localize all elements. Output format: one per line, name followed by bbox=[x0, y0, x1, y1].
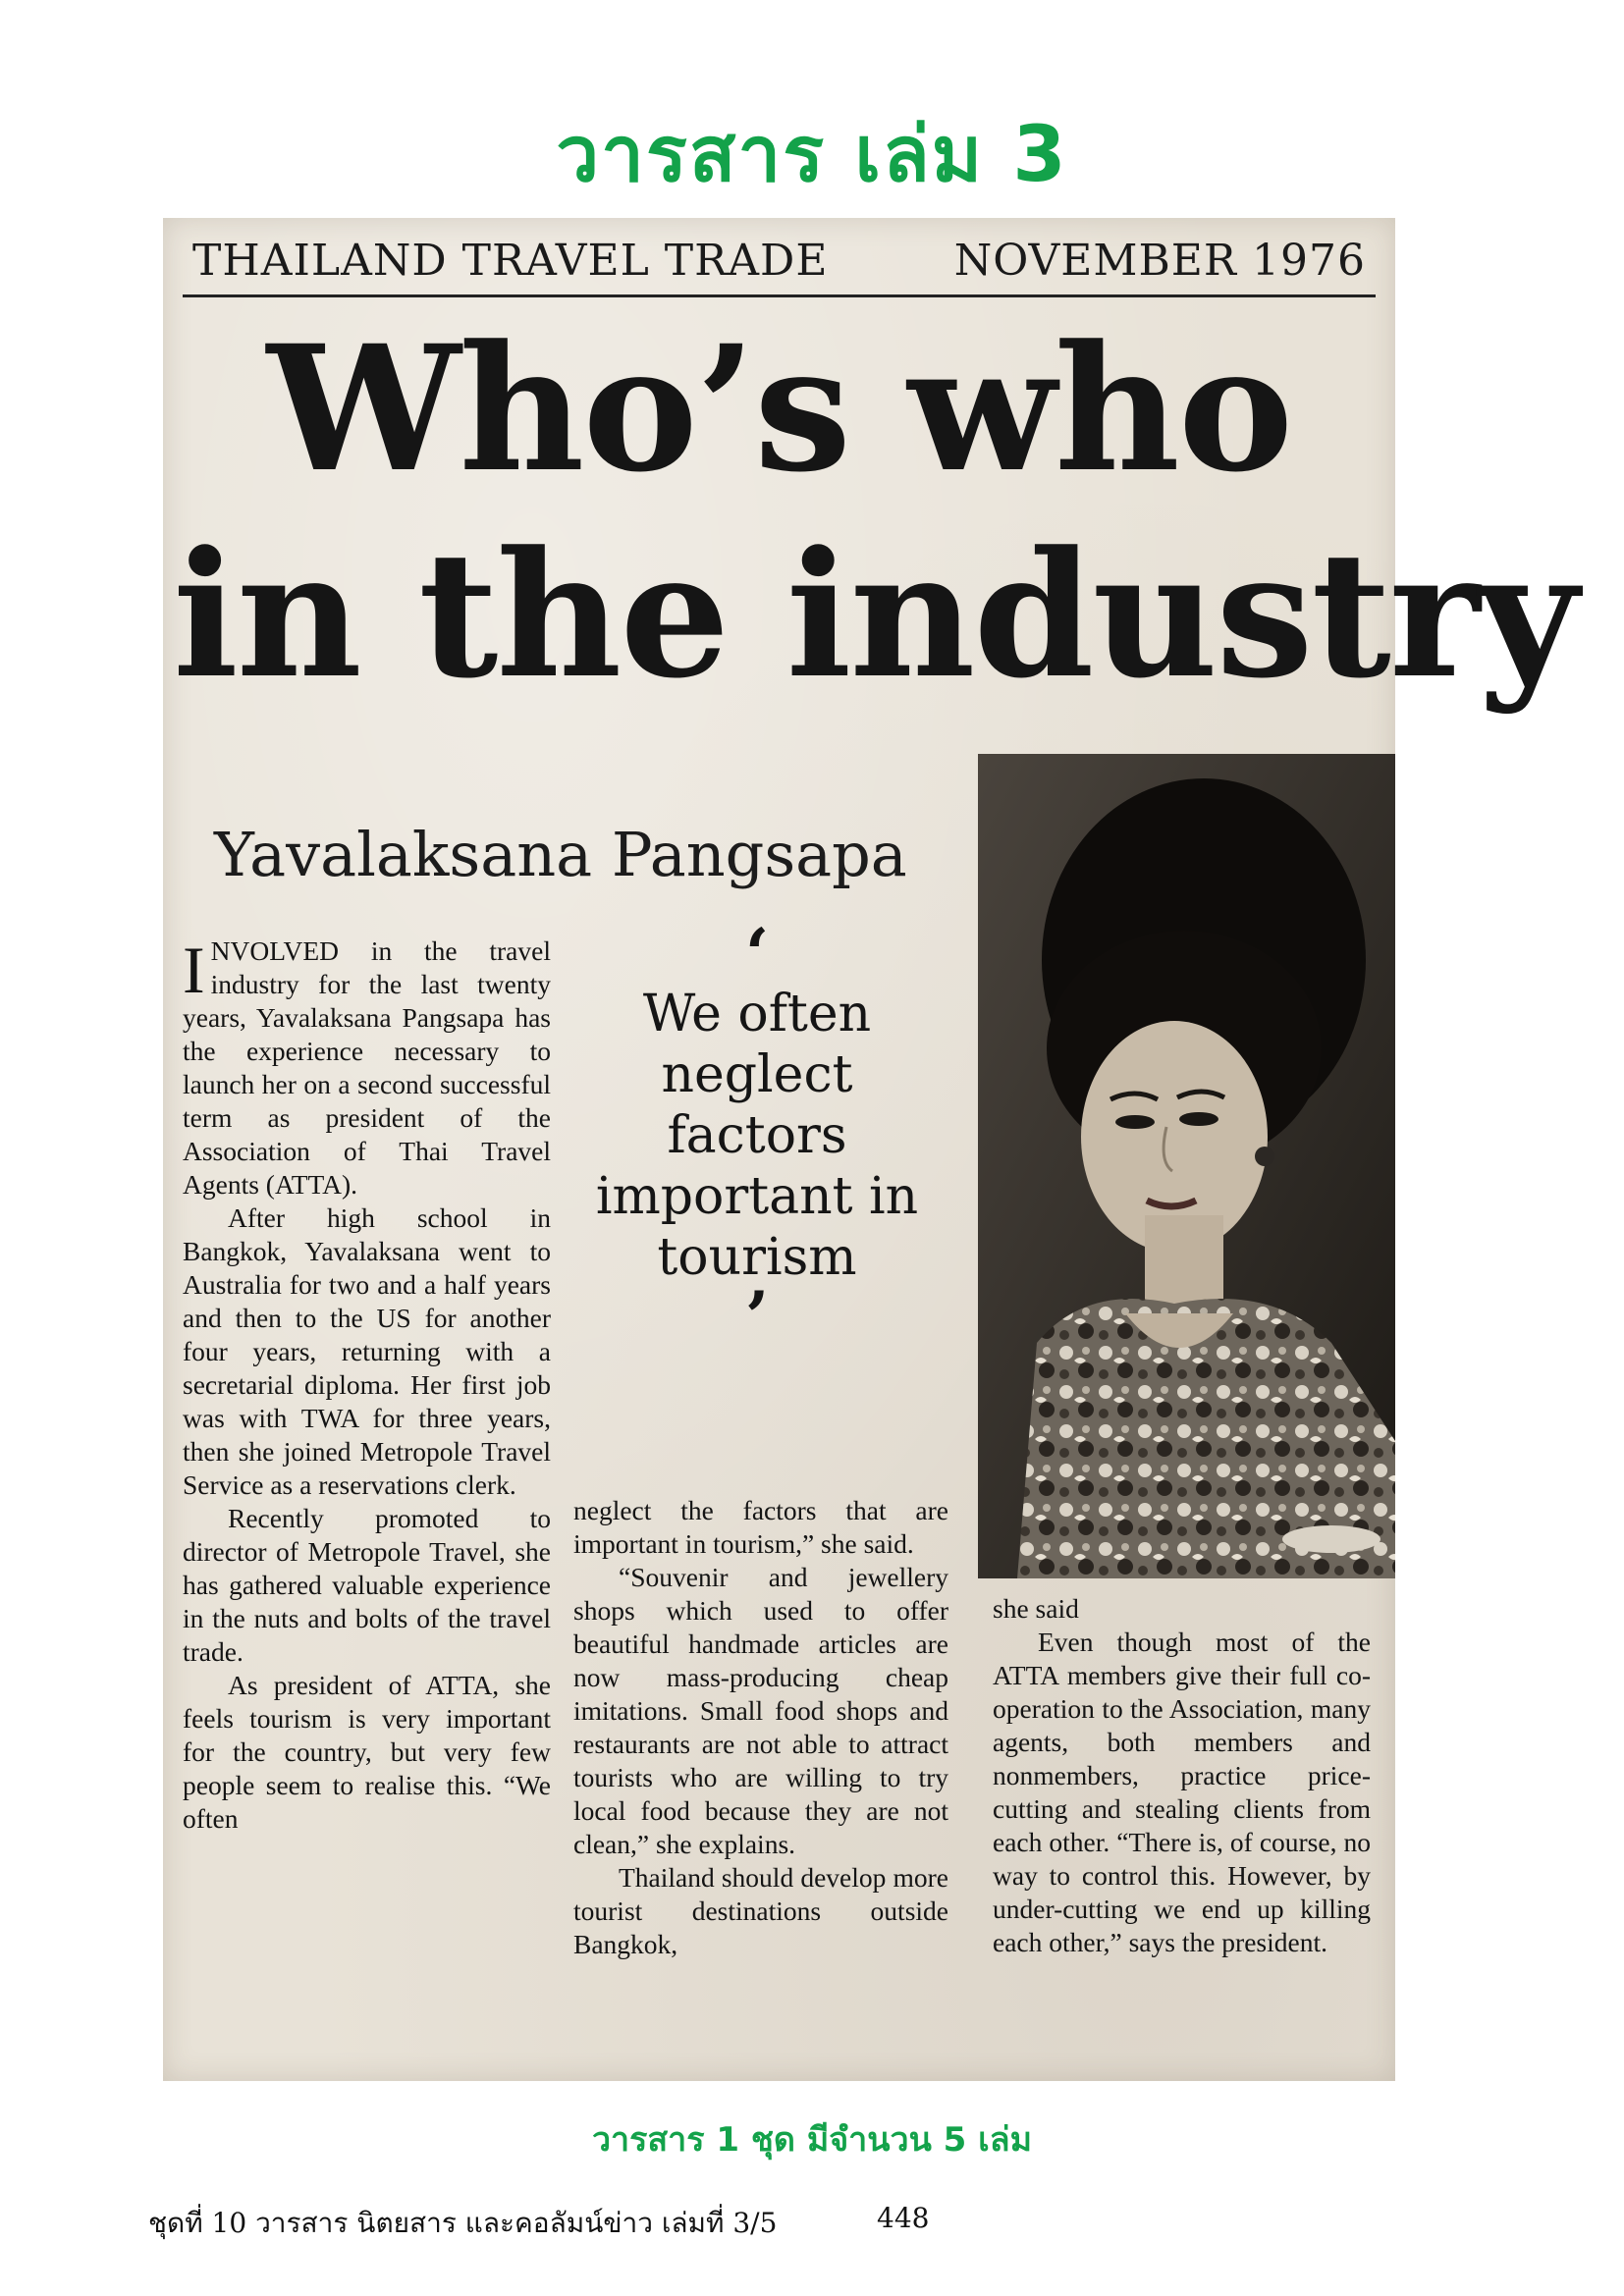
portrait-illustration bbox=[978, 754, 1395, 1578]
headline-line-2: in the industry bbox=[173, 513, 1577, 717]
article-paragraph: As president of ATTA, she feels tourism is very important for the country, but very few people seem to realise this. “We often bbox=[183, 1670, 551, 1834]
pull-quote-text: We often neglect factors important in tourism bbox=[595, 985, 919, 1287]
page-number: 448 bbox=[877, 2202, 930, 2234]
article-paragraph: Even though most of the ATTA members give their full co-operation to the Association, many agents, both members and nonmembers, practice price-cutting and stealing clients from each other. “There is, of course, no way to control this. However, by under-cutting we end up killing each other,” says the president. bbox=[993, 1627, 1371, 1957]
newspaper-clipping bbox=[163, 218, 1577, 2081]
article-paragraph: Thailand should develop more tourist destinations outside Bangkok, bbox=[573, 1862, 948, 1959]
byline: Yavalaksana Pangsapa bbox=[214, 819, 907, 890]
footer-series-label: ชุดที่ 10 วารสาร นิตยสาร และคอลัมน์ข่าว เล่มที่ 3/5 bbox=[148, 2207, 778, 2239]
masthead-publication: THAILAND TRAVEL TRADE bbox=[192, 236, 829, 286]
pull-quote-close-mark: ’ bbox=[744, 1276, 770, 1358]
pull-quote-open-mark: ‘ bbox=[744, 913, 770, 994]
collection-caption: วารสาร 1 ชุด มีจำนวน 5 เล่ม bbox=[591, 2120, 1033, 2160]
portrait-photo bbox=[978, 754, 1395, 1578]
headline-line-1: Who’s who bbox=[266, 307, 1292, 510]
drop-cap: I bbox=[183, 933, 205, 1007]
article-paragraph: After high school in Bangkok, Yavalaksana went to Australia for two and a half years and then to the US for another four years, returning with a secretarial diploma. Her first job was with TWA for three years, then she joined Metropole Travel Service as a reservations clerk. bbox=[183, 1202, 551, 1500]
article-paragraph: Recently promoted to director of Metropole Travel, she has gathered valuable experience in the nuts and bolts of the travel trade. bbox=[183, 1503, 551, 1667]
article-column-1 bbox=[183, 934, 551, 1836]
article-paragraph: she said bbox=[993, 1593, 1079, 1624]
article-paragraph: neglect the factors that are important in tourism,” she said. bbox=[573, 1495, 948, 1559]
page-title: วารสาร เล่ม 3 bbox=[556, 111, 1068, 199]
masthead-date: NOVEMBER 1976 bbox=[953, 236, 1366, 286]
article-paragraph: INVOLVED in the travel industry for the last twenty years, Yavalaksana Pangsapa has the experience necessary to launch her on a second successful term as president of the Association of Thai Travel Agents (ATTA). bbox=[183, 933, 551, 1200]
pull-quote bbox=[575, 913, 939, 1358]
article-column-2 bbox=[573, 1494, 948, 1961]
article-column-3 bbox=[993, 1592, 1371, 1959]
masthead bbox=[183, 228, 1376, 297]
article-paragraph: “Souvenir and jewellery shops which used to offer beautiful handmade articles are now mass-producing cheap imitations. Small food shops and restaurants are not able to attract tourists who are willing to try local food because they are not clean,” she explains. bbox=[573, 1562, 948, 1859]
